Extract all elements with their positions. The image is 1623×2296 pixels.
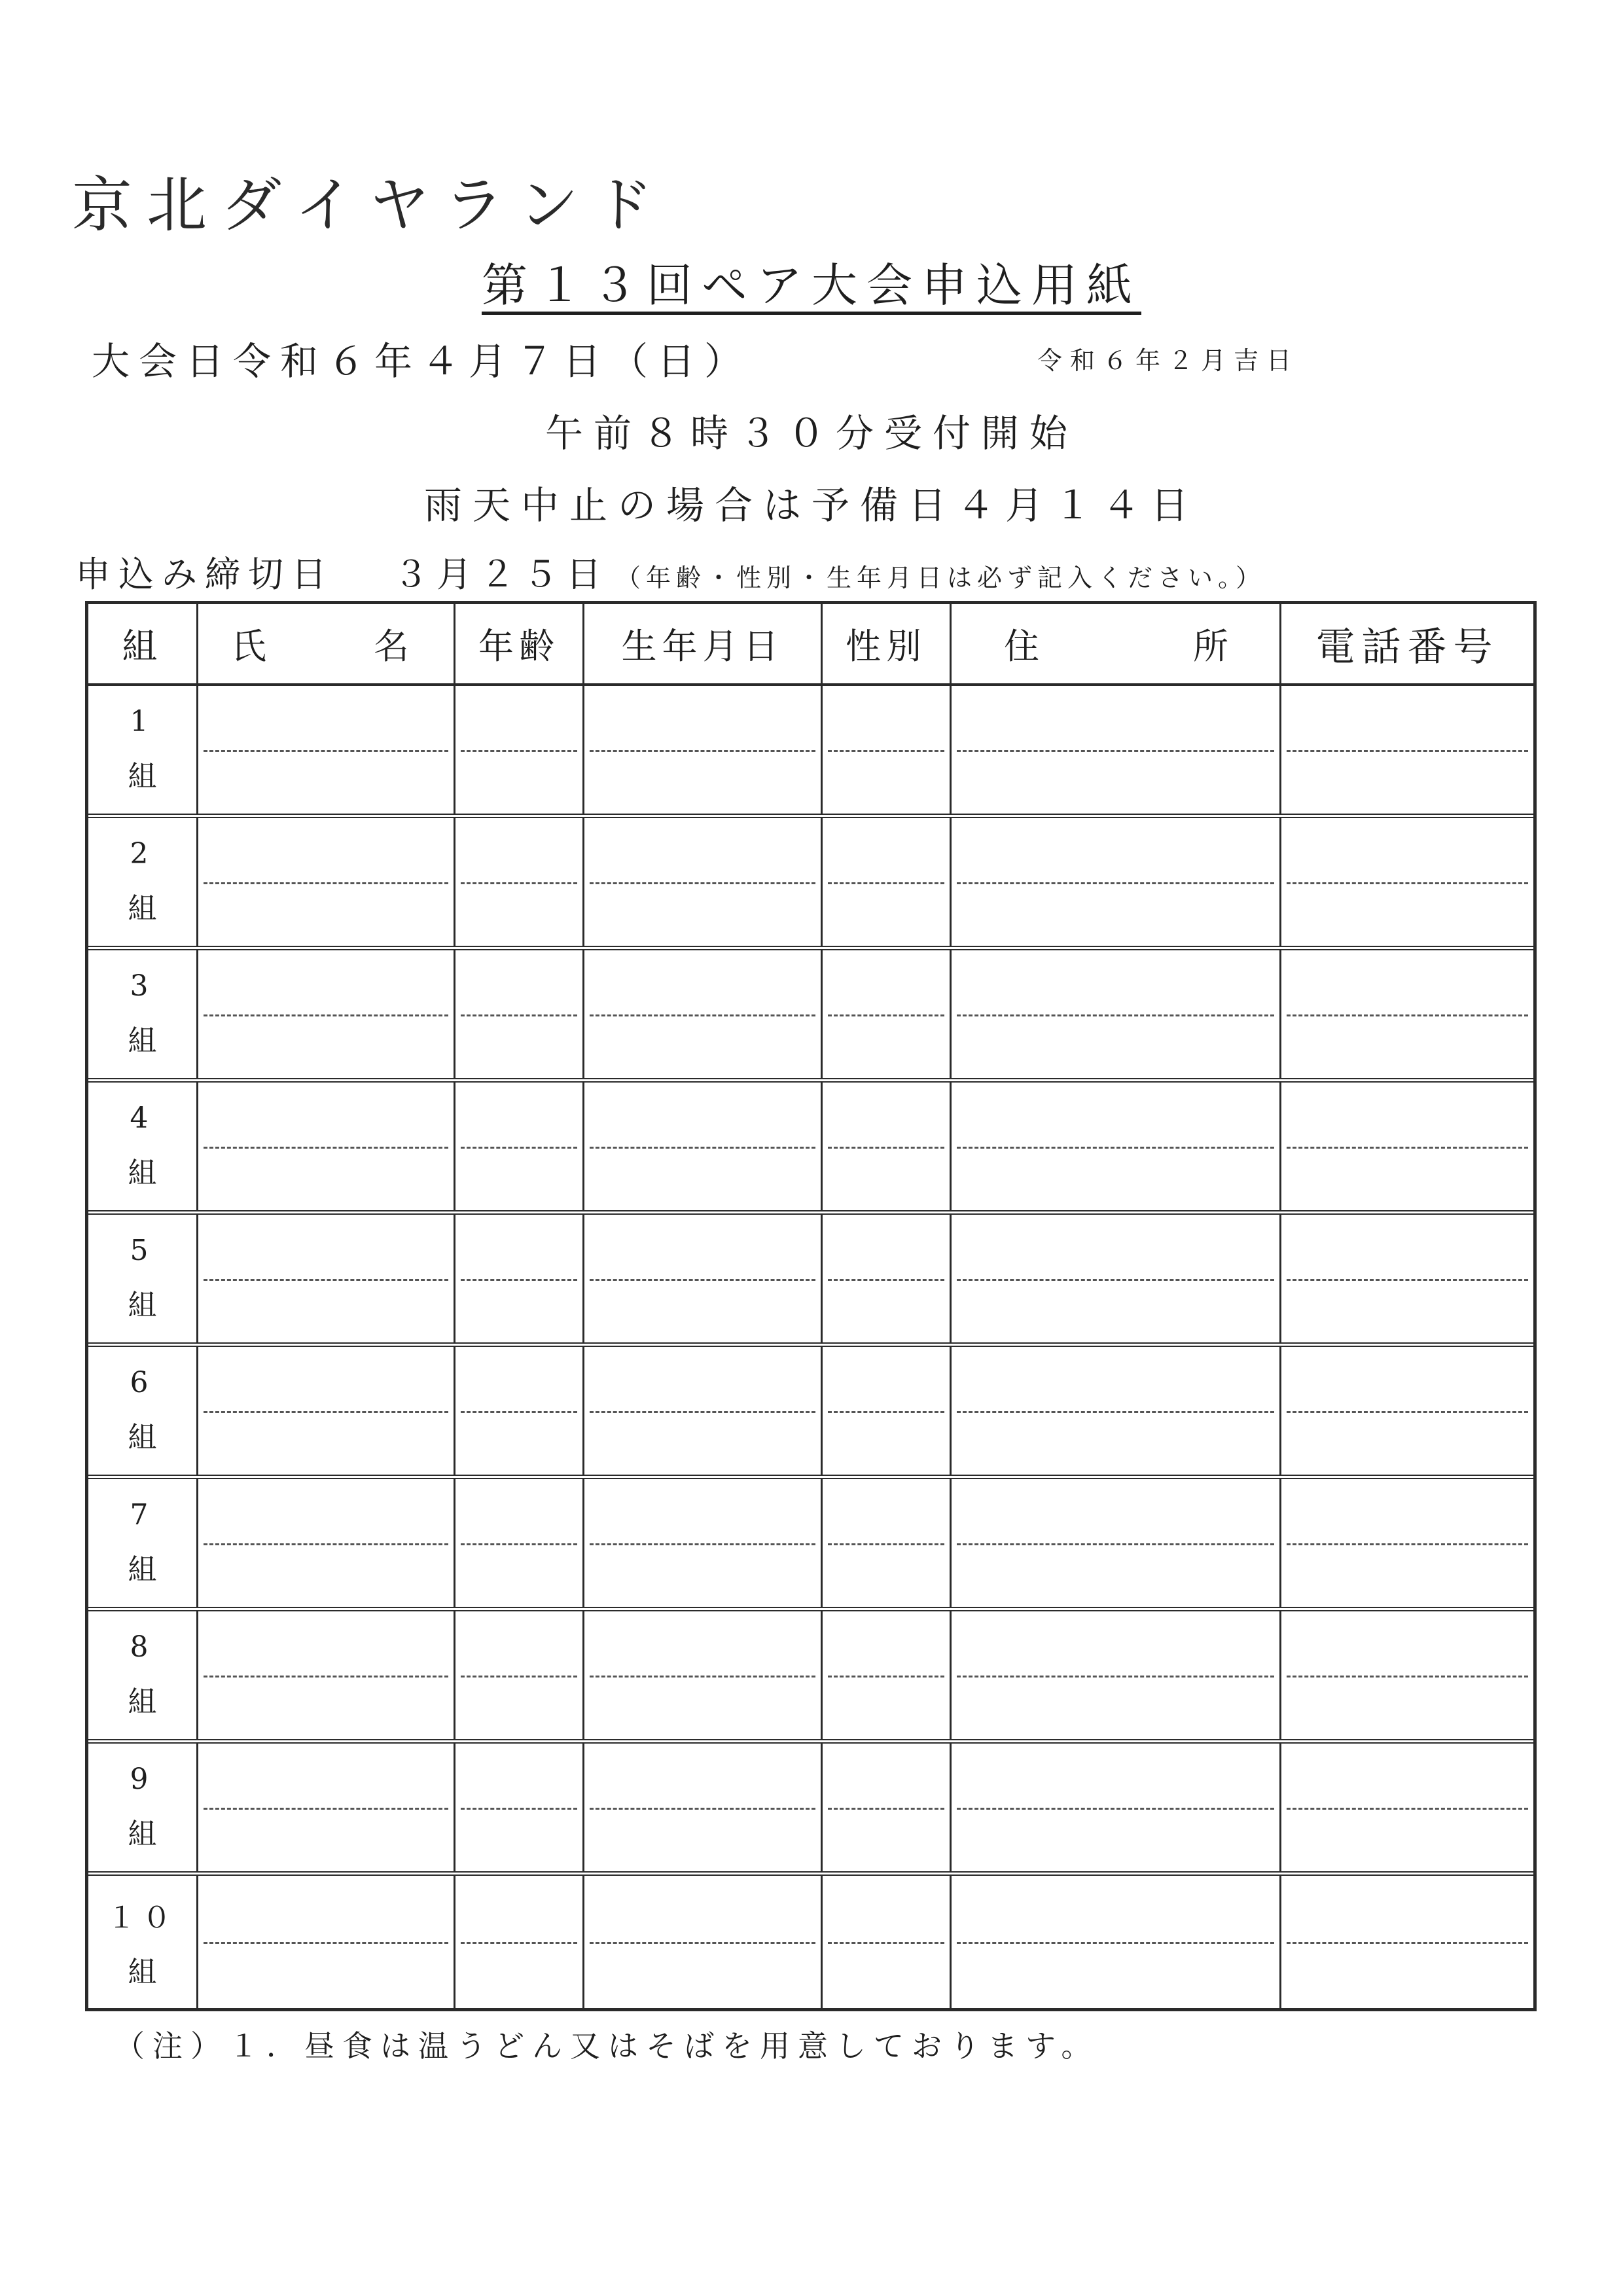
form-title-text: 第１３回ペア大会申込用紙 <box>482 259 1141 312</box>
header-address-second: 所 <box>1193 626 1234 667</box>
birthdate-cell[interactable] <box>584 950 823 1078</box>
group-label-cell <box>88 1876 198 2008</box>
group-number: 6 <box>130 1366 155 1399</box>
birthdate-cell[interactable] <box>584 818 823 946</box>
gender-cell[interactable] <box>823 1479 952 1607</box>
birthdate-cell[interactable] <box>584 1876 823 2008</box>
dashed-divider <box>204 1279 448 1281</box>
age-cell[interactable] <box>455 1876 584 2008</box>
birthdate-cell[interactable] <box>584 686 823 814</box>
age-cell[interactable] <box>455 818 584 946</box>
dashed-divider <box>590 1014 815 1016</box>
birthdate-cell[interactable] <box>584 1347 823 1475</box>
header-birthdate-text: 生年月日 <box>621 626 784 667</box>
dashed-divider <box>204 1147 448 1149</box>
dashed-divider <box>461 1676 577 1677</box>
phone-cell[interactable] <box>1281 818 1533 946</box>
header-phone-text: 電話番号 <box>1315 624 1499 670</box>
dashed-divider <box>590 1942 815 1944</box>
address-cell[interactable] <box>952 818 1281 946</box>
gender-cell[interactable] <box>823 1744 952 1871</box>
birthdate-cell[interactable] <box>584 1479 823 1607</box>
dashed-divider <box>828 1808 944 1810</box>
table-row <box>88 686 1533 818</box>
dashed-divider <box>1287 882 1528 884</box>
dashed-divider <box>461 1942 577 1944</box>
address-cell[interactable] <box>952 1744 1281 1871</box>
dashed-divider <box>461 1411 577 1413</box>
dashed-divider <box>590 1411 815 1413</box>
phone-cell[interactable] <box>1281 1479 1533 1607</box>
age-cell[interactable] <box>455 686 584 814</box>
age-cell[interactable] <box>455 1215 584 1342</box>
gender-cell[interactable] <box>823 1876 952 2008</box>
group-suffix: 組 <box>128 1818 157 1851</box>
dashed-divider <box>1287 1014 1528 1016</box>
dashed-divider <box>590 1543 815 1545</box>
deadline-note: （年齢・性別・生年月日は必ず記入ください。） <box>616 564 1266 592</box>
group-number: 4 <box>130 1102 155 1135</box>
group-number: 1 <box>130 705 155 738</box>
age-cell[interactable] <box>455 1347 584 1475</box>
header-group <box>88 604 198 683</box>
group-label-cell <box>88 1479 198 1607</box>
dashed-divider <box>957 1808 1274 1810</box>
dashed-divider <box>957 882 1274 884</box>
dashed-divider <box>204 1942 448 1944</box>
header-name-second: 名 <box>374 626 414 667</box>
dashed-divider <box>590 750 815 752</box>
age-cell[interactable] <box>455 1083 584 1210</box>
group-label-cell <box>88 686 198 814</box>
table-header-row <box>88 604 1533 686</box>
dashed-divider <box>957 1411 1274 1413</box>
table-row <box>88 1215 1533 1347</box>
dashed-divider <box>461 1808 577 1810</box>
dashed-divider <box>828 1014 944 1016</box>
gender-cell[interactable] <box>823 1083 952 1210</box>
gender-cell[interactable] <box>823 1611 952 1739</box>
dashed-divider <box>204 1676 448 1677</box>
dashed-divider <box>461 1147 577 1149</box>
table-row <box>88 1479 1533 1611</box>
dashed-divider <box>590 1676 815 1677</box>
dashed-divider <box>957 1942 1274 1944</box>
address-cell[interactable] <box>952 1083 1281 1210</box>
dashed-divider <box>204 1543 448 1545</box>
phone-cell[interactable] <box>1281 1083 1533 1210</box>
dashed-divider <box>461 1014 577 1016</box>
organization-name: 京北ダイヤランド <box>72 170 668 240</box>
name-cell[interactable] <box>198 1083 455 1210</box>
header-birthdate <box>584 604 823 683</box>
dashed-divider <box>461 750 577 752</box>
group-suffix: 組 <box>128 1553 157 1587</box>
issue-date: 令和６年２月吉日 <box>1037 346 1300 375</box>
group-label-cell <box>88 1611 198 1739</box>
dashed-divider <box>828 1279 944 1281</box>
deadline-line <box>75 547 1266 597</box>
dashed-divider <box>590 882 815 884</box>
dashed-divider <box>461 1543 577 1545</box>
group-suffix: 組 <box>128 1685 157 1719</box>
birthdate-cell[interactable] <box>584 1083 823 1210</box>
dashed-divider <box>957 1147 1274 1149</box>
table-row <box>88 1083 1533 1215</box>
address-cell[interactable] <box>952 1347 1281 1475</box>
address-cell[interactable] <box>952 1876 1281 2008</box>
dashed-divider <box>1287 1411 1528 1413</box>
table-row <box>88 1876 1533 2008</box>
phone-cell[interactable] <box>1281 1215 1533 1342</box>
dashed-divider <box>1287 1942 1528 1944</box>
table-row <box>88 818 1533 950</box>
header-group-text: 組 <box>122 626 163 667</box>
address-cell[interactable] <box>952 1479 1281 1607</box>
group-label-cell <box>88 818 198 946</box>
reception-time: 午前８時３０分受付開始 <box>544 411 1078 456</box>
dashed-divider <box>1287 1543 1528 1545</box>
event-date: 大会日令和６年４月７日（日） <box>92 339 752 384</box>
group-suffix: 組 <box>128 892 157 925</box>
dashed-divider <box>590 1147 815 1149</box>
group-number: 9 <box>130 1763 155 1796</box>
name-cell[interactable] <box>198 1347 455 1475</box>
age-cell[interactable] <box>455 1744 584 1871</box>
dashed-divider <box>1287 750 1528 752</box>
dashed-divider <box>957 750 1274 752</box>
dashed-divider <box>828 1411 944 1413</box>
group-suffix: 組 <box>128 1955 157 1989</box>
dashed-divider <box>1287 1808 1528 1810</box>
name-cell[interactable] <box>198 1479 455 1607</box>
dashed-divider <box>1287 1279 1528 1281</box>
group-number: １０ <box>107 1901 178 1935</box>
dashed-divider <box>461 882 577 884</box>
group-suffix: 組 <box>128 1024 157 1058</box>
footnote: （注）１．昼食は温うどん又はそばを用意しております。 <box>115 2028 1099 2064</box>
address-cell[interactable] <box>952 686 1281 814</box>
gender-cell[interactable] <box>823 1347 952 1475</box>
group-number: 8 <box>130 1630 155 1664</box>
application-table <box>85 601 1537 2011</box>
address-cell[interactable] <box>952 1215 1281 1342</box>
dashed-divider <box>957 1279 1274 1281</box>
dashed-divider <box>204 750 448 752</box>
dashed-divider <box>1287 1676 1528 1677</box>
phone-cell[interactable] <box>1281 950 1533 1078</box>
dashed-divider <box>204 1808 448 1810</box>
header-gender <box>823 604 952 683</box>
gender-cell[interactable] <box>823 818 952 946</box>
group-suffix: 組 <box>128 1421 157 1454</box>
name-cell[interactable] <box>198 1744 455 1871</box>
group-suffix: 組 <box>128 1157 157 1190</box>
group-suffix: 組 <box>128 1289 157 1322</box>
address-cell[interactable] <box>952 950 1281 1078</box>
gender-cell[interactable] <box>823 1215 952 1342</box>
deadline-date: ３月２５日 <box>393 554 609 595</box>
dashed-divider <box>461 1279 577 1281</box>
name-cell[interactable] <box>198 1611 455 1739</box>
phone-cell[interactable] <box>1281 1347 1533 1475</box>
dashed-divider <box>828 1147 944 1149</box>
table-row <box>88 1744 1533 1876</box>
dashed-divider <box>204 1411 448 1413</box>
name-cell[interactable] <box>198 1876 455 2008</box>
birthdate-cell[interactable] <box>584 1215 823 1342</box>
age-cell[interactable] <box>455 950 584 1078</box>
phone-cell[interactable] <box>1281 1744 1533 1871</box>
dashed-divider <box>204 1014 448 1016</box>
header-age <box>455 604 584 683</box>
age-cell[interactable] <box>455 1479 584 1607</box>
table-row <box>88 1611 1533 1744</box>
group-suffix: 組 <box>128 760 157 793</box>
address-cell[interactable] <box>952 1611 1281 1739</box>
dashed-divider <box>204 882 448 884</box>
dashed-divider <box>590 1808 815 1810</box>
table-row <box>88 950 1533 1083</box>
age-cell[interactable] <box>455 1611 584 1739</box>
group-number: 7 <box>130 1498 155 1532</box>
rain-date-notice: 雨天中止の場合は予備日４月１４日 <box>423 483 1199 528</box>
group-label-cell <box>88 1744 198 1871</box>
dashed-divider <box>1287 1147 1528 1149</box>
phone-cell[interactable] <box>1281 1611 1533 1739</box>
header-phone <box>1281 604 1533 683</box>
phone-cell[interactable] <box>1281 1876 1533 2008</box>
form-title <box>0 249 1623 315</box>
birthdate-cell[interactable] <box>584 1611 823 1739</box>
header-name <box>198 604 455 683</box>
birthdate-cell[interactable] <box>584 1744 823 1871</box>
header-address-first: 住 <box>1004 626 1044 667</box>
dashed-divider <box>828 750 944 752</box>
dashed-divider <box>828 1942 944 1944</box>
dashed-divider <box>957 1543 1274 1545</box>
dashed-divider <box>957 1676 1274 1677</box>
header-address <box>952 604 1281 683</box>
group-label-cell <box>88 1347 198 1475</box>
name-cell[interactable] <box>198 1215 455 1342</box>
table-row <box>88 1347 1533 1479</box>
gender-cell[interactable] <box>823 686 952 814</box>
dashed-divider <box>828 882 944 884</box>
phone-cell[interactable] <box>1281 686 1533 814</box>
group-label-cell <box>88 1215 198 1342</box>
group-number: 5 <box>130 1234 155 1267</box>
dashed-divider <box>828 1543 944 1545</box>
gender-cell[interactable] <box>823 950 952 1078</box>
name-cell[interactable] <box>198 950 455 1078</box>
group-rows <box>88 686 1533 2008</box>
dashed-divider <box>590 1279 815 1281</box>
group-label-cell <box>88 950 198 1078</box>
header-age-text: 年齢 <box>478 626 560 667</box>
group-label-cell <box>88 1083 198 1210</box>
group-number: 2 <box>130 837 155 870</box>
name-cell[interactable] <box>198 686 455 814</box>
group-number: 3 <box>130 969 155 1003</box>
header-name-first: 氏 <box>231 626 272 667</box>
dashed-divider <box>828 1676 944 1677</box>
dashed-divider <box>957 1014 1274 1016</box>
deadline-label: 申込み締切日 <box>75 554 334 595</box>
header-gender-text: 性別 <box>846 626 927 667</box>
name-cell[interactable] <box>198 818 455 946</box>
